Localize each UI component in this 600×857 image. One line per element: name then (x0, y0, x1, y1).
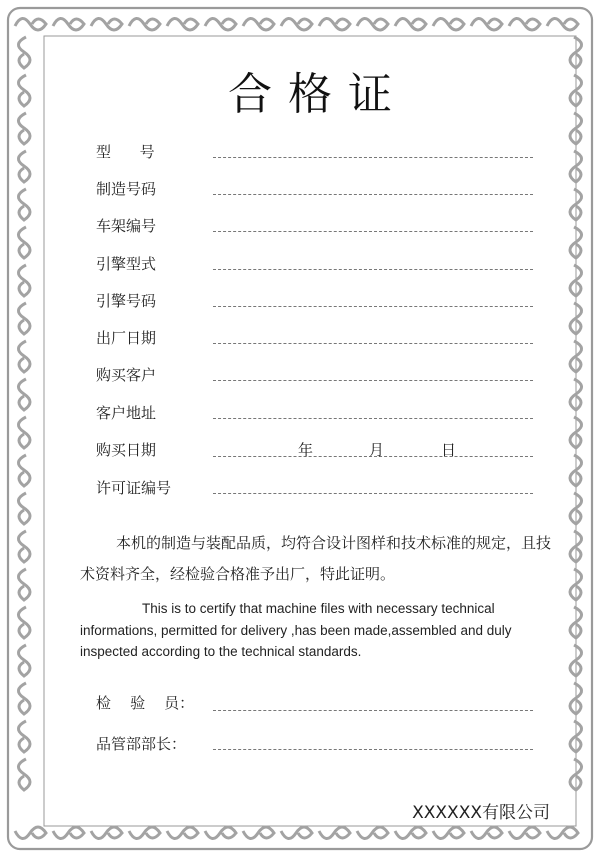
field-label-license-number: 许可证编号 (96, 479, 172, 497)
company-name: XXXXXX有限公司 (412, 803, 550, 823)
field-label-purchase-date: 购买日期 (96, 441, 157, 459)
field-line-customer-address[interactable] (213, 418, 533, 419)
field-line-customer[interactable] (213, 380, 533, 381)
field-line-model[interactable] (213, 157, 533, 158)
field-line-factory-date[interactable] (213, 343, 533, 344)
date-month-label: 月 (369, 441, 385, 459)
certificate-title: 合格证 (228, 69, 408, 120)
field-label-engine-type: 引擎型式 (96, 255, 157, 273)
inspector-signature-line[interactable] (213, 710, 533, 711)
qc-manager-label: 品管部部长： (96, 735, 187, 753)
field-label-model: 型 号 (96, 143, 155, 161)
field-label-engine-number: 引擎号码 (96, 292, 157, 310)
field-label-serial-number: 制造号码 (96, 180, 157, 198)
field-line-frame-number[interactable] (213, 231, 533, 232)
field-line-license-number[interactable] (213, 493, 533, 494)
inspector-label: 检 验 员： (96, 694, 195, 712)
field-label-frame-number: 车架编号 (96, 217, 157, 235)
chinese-statement: 本机的制造与装配品质，均符合设计图样和技术标准的规定，且技术资料齐全，经检验合格准予出厂，特此证明。 (80, 534, 552, 583)
english-statement: This is to certify that machine files with necessary technical informations, permitted for delivery ,has been made,assembled and duly inspected according to the technical standards. (80, 601, 512, 659)
field-line-engine-type[interactable] (213, 269, 533, 270)
field-label-customer: 购买客户 (96, 366, 157, 384)
field-line-engine-number[interactable] (213, 306, 533, 307)
date-day-label: 日 (441, 441, 457, 459)
field-label-factory-date: 出厂日期 (96, 329, 157, 347)
date-year-label: 年 (298, 441, 314, 459)
field-line-serial-number[interactable] (213, 194, 533, 195)
field-label-customer-address: 客户地址 (96, 404, 157, 422)
qc-manager-signature-line[interactable] (213, 749, 533, 750)
